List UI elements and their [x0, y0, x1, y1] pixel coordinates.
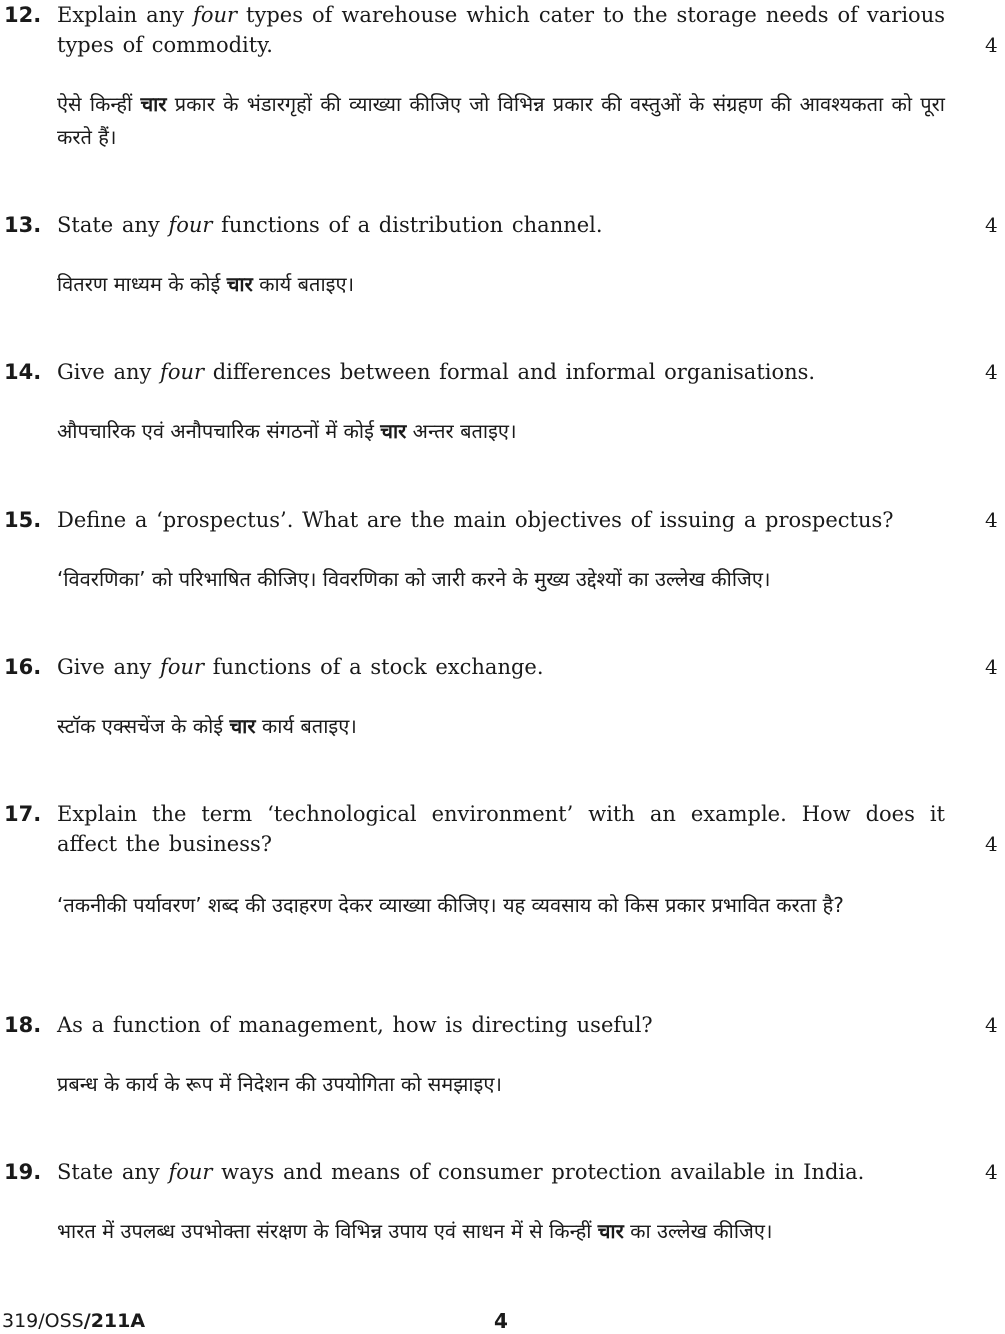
question-marks: 4: [985, 1013, 998, 1037]
question-marks: 4: [985, 832, 998, 856]
question-text-hindi: औपचारिक एवं अनौपचारिक संगठनों में कोई चार अन्तर बताइए।: [57, 419, 517, 443]
question-text-english: Explain the term ‘technological environment’ with an example. How does it affect the business?: [57, 802, 945, 856]
question-text-hindi: प्रबन्ध के कार्य के रूप में निदेशन की उपयोगिता को समझाइए।: [57, 1072, 502, 1096]
question-marks: 4: [985, 1160, 998, 1184]
question-text-hindi: वितरण माध्यम के कोई चार कार्य बताइए।: [57, 272, 355, 296]
question-number: 18.: [4, 1013, 42, 1037]
question-text-english: Give any four differences between formal and informal organisations.: [57, 360, 816, 384]
question-number: 15.: [4, 508, 42, 532]
question-text-english: State any four ways and means of consumer protection available in India.: [57, 1160, 865, 1184]
question-text-english: Give any four functions of a stock exchange.: [57, 655, 544, 679]
question-number: 13.: [4, 213, 42, 237]
question-number: 14.: [4, 360, 42, 384]
question-marks: 4: [985, 360, 998, 384]
question-text-hindi: ऐसे किन्हीं चार प्रकार के भंडारगृहों की व्याख्या कीजिए जो विभिन्न प्रकार की वस्तुओं के संग्रहण की आवश्यकता को पूरा करते हैं।: [57, 92, 945, 149]
question-marks: 4: [985, 655, 998, 679]
question-text-english: As a function of management, how is directing useful?: [57, 1013, 653, 1037]
question-number: 16.: [4, 655, 42, 679]
page-number: 4: [494, 1309, 508, 1333]
question-number: 17.: [4, 802, 42, 826]
question-text-english: Explain any four types of warehouse which cater to the storage needs of various types of commodity.: [57, 3, 946, 57]
question-text-hindi: ‘तकनीकी पर्यावरण’ शब्द की उदाहरण देकर व्याख्या कीजिए। यह व्यवसाय को किस प्रकार प्रभावित करता है?: [57, 893, 844, 917]
question-number: 19.: [4, 1160, 42, 1184]
question-text-hindi: भारत में उपलब्ध उपभोक्ता संरक्षण के विभिन्न उपाय एवं साधन में से किन्हीं चार का उल्लेख कीजिए।: [57, 1219, 773, 1243]
question-number: 12.: [4, 3, 42, 27]
question-text-english: Define a ‘prospectus’. What are the main objectives of issuing a prospectus?: [57, 508, 894, 532]
paper-code: 319/OSS/211A: [2, 1310, 146, 1332]
question-marks: 4: [985, 33, 998, 57]
question-marks: 4: [985, 213, 998, 237]
question-marks: 4: [985, 508, 998, 532]
question-text-hindi: स्टॉक एक्सचेंज के कोई चार कार्य बताइए।: [57, 714, 357, 738]
question-text-hindi: ‘विवरणिका’ को परिभाषित कीजिए। विवरणिका को जारी करने के मुख्य उद्देश्यों का उल्लेख कीजिए।: [57, 567, 771, 591]
question-text-english: State any four functions of a distribution channel.: [57, 213, 603, 237]
